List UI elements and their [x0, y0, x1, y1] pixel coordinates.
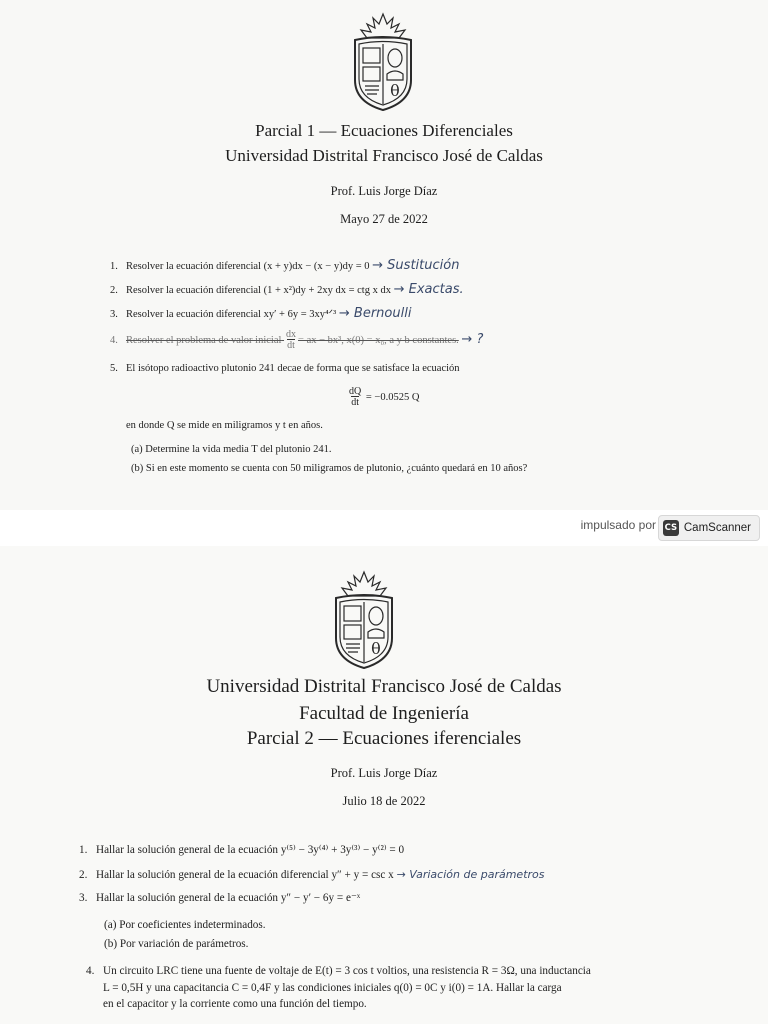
subquestion-label: (b)	[104, 938, 118, 950]
exam-date: Julio 18 de 2022	[342, 794, 426, 808]
question-3	[79, 892, 360, 905]
camscanner-badge	[658, 515, 760, 541]
equation-rhs: = −0.0525 Q	[365, 391, 420, 403]
question-number: 3.	[110, 309, 118, 320]
question-4-struck	[110, 330, 483, 351]
handwritten-note: → Sustitución	[372, 258, 460, 273]
question-text: Hallar la solución general de la ecuación y″ − y′ − 6y = e⁻ˣ	[96, 892, 361, 904]
subquestion-a	[131, 444, 332, 457]
handwritten-note: → Bernoulli	[338, 306, 412, 321]
question-text: Hallar la solución general de la ecuación y⁽⁵⁾ − 3y⁽⁴⁾ + 3y⁽³⁾ − y⁽²⁾ = 0	[96, 844, 405, 856]
university-name: Universidad Distrital Francisco José de Caldas	[206, 676, 562, 697]
question-2	[110, 282, 464, 298]
question-text: Resolver la ecuación diferencial (1 + x²)dy + 2xy dx = ctg x dx	[126, 285, 391, 296]
question-number: 2.	[110, 285, 118, 296]
camscanner-logo-icon: CS	[663, 520, 679, 536]
question-4-line-3: en el capacitor y la corriente como una función del tiempo.	[103, 998, 367, 1010]
exam-date: Mayo 27 de 2022	[340, 212, 428, 226]
question-text: Resolver el problema de valor inicial	[126, 334, 282, 346]
university-name: Universidad Distrital Francisco José de Caldas	[225, 146, 543, 165]
question-text: El isótopo radioactivo plutonio 241 decae de forma que se satisface la ecuación	[126, 363, 460, 374]
subquestion-b	[104, 938, 248, 951]
professor-name: Prof. Luis Jorge Díaz	[330, 766, 438, 780]
question-4-line-2: L = 0,5H y una capacitancia C = 0,4F y las condiciones iniciales q(0) = 0C y i(0) = 1A. Hallar la carga	[103, 982, 562, 994]
question-1	[110, 258, 459, 274]
question-number: 5.	[110, 363, 118, 374]
handwritten-note: → Variación de parámetros	[396, 868, 545, 881]
powered-by-text: impulsado por	[580, 518, 656, 532]
question-number: 1.	[79, 844, 88, 856]
question-4	[86, 965, 591, 978]
subquestion-label: (b)	[131, 463, 144, 474]
subquestion-a	[104, 919, 266, 932]
question-text: Resolver la ecuación diferencial xy′ + 6y = 3xy⁴ᐟ³	[126, 309, 337, 320]
exam-page-2	[0, 546, 768, 1024]
exam-page-1	[0, 0, 768, 510]
question-5	[110, 363, 460, 376]
fraction: $\frac{dx}{dt}$	[286, 329, 297, 351]
handwritten-note: → ?	[461, 331, 484, 347]
subquestion-label: (a)	[104, 919, 117, 931]
faculty-name: Facultad de Ingeniería	[299, 703, 469, 724]
question-number: 4.	[110, 334, 118, 346]
question-number: 4.	[86, 965, 95, 977]
where-text: en donde Q se mide en miligramos y t en años.	[126, 420, 323, 431]
svg-text:θ: θ	[390, 81, 400, 100]
question-text: Hallar la solución general de la ecuación diferencial y″ + y = csc x	[96, 869, 394, 881]
exam-title: Parcial 1 — Ecuaciones Diferenciales	[255, 121, 513, 140]
question-number: 2.	[79, 869, 88, 881]
handwritten-note: → Exactas.	[393, 282, 464, 297]
subquestion-label: (a)	[131, 444, 143, 455]
camscanner-watermark	[0, 510, 768, 546]
question-text: Resolver la ecuación diferencial (x + y)dx − (x − y)dy = 0	[126, 261, 370, 272]
subquestion-b	[131, 463, 527, 476]
question-text-line: Un circuito LRC tiene una fuente de voltaje de E(t) = 3 cos t voltios, una resistencia R = 3Ω, una inductancia	[103, 965, 591, 977]
subquestion-text: Determine la vida media T del plutonio 241.	[145, 444, 332, 455]
exam-title: Parcial 2 — Ecuaciones iferenciales	[246, 728, 522, 749]
professor-name: Prof. Luis Jorge Díaz	[330, 184, 438, 198]
question-2	[79, 868, 545, 882]
university-crest-icon	[341, 10, 425, 114]
question-1	[79, 844, 404, 857]
question-number: 1.	[110, 261, 118, 272]
subquestion-text: Por coeficientes indeterminados.	[119, 919, 266, 931]
camscanner-brand: CamScanner	[683, 522, 751, 534]
question-number: 3.	[79, 892, 88, 904]
subquestion-text: Por variación de parámetros.	[119, 938, 249, 950]
subquestion-text: Si en este momento se cuenta con 50 miligramos de plutonio, ¿cuánto quedará en 10 años?	[145, 463, 528, 474]
question-3	[110, 306, 411, 322]
university-crest-icon	[322, 568, 406, 672]
question-text-rest: = ax − bx³, x(0) = x₀, a y b constantes.	[298, 334, 459, 346]
svg-text:θ: θ	[371, 639, 381, 658]
decay-equation: $\frac{dQ}{dt} = -0.0525$ Q	[349, 386, 420, 408]
